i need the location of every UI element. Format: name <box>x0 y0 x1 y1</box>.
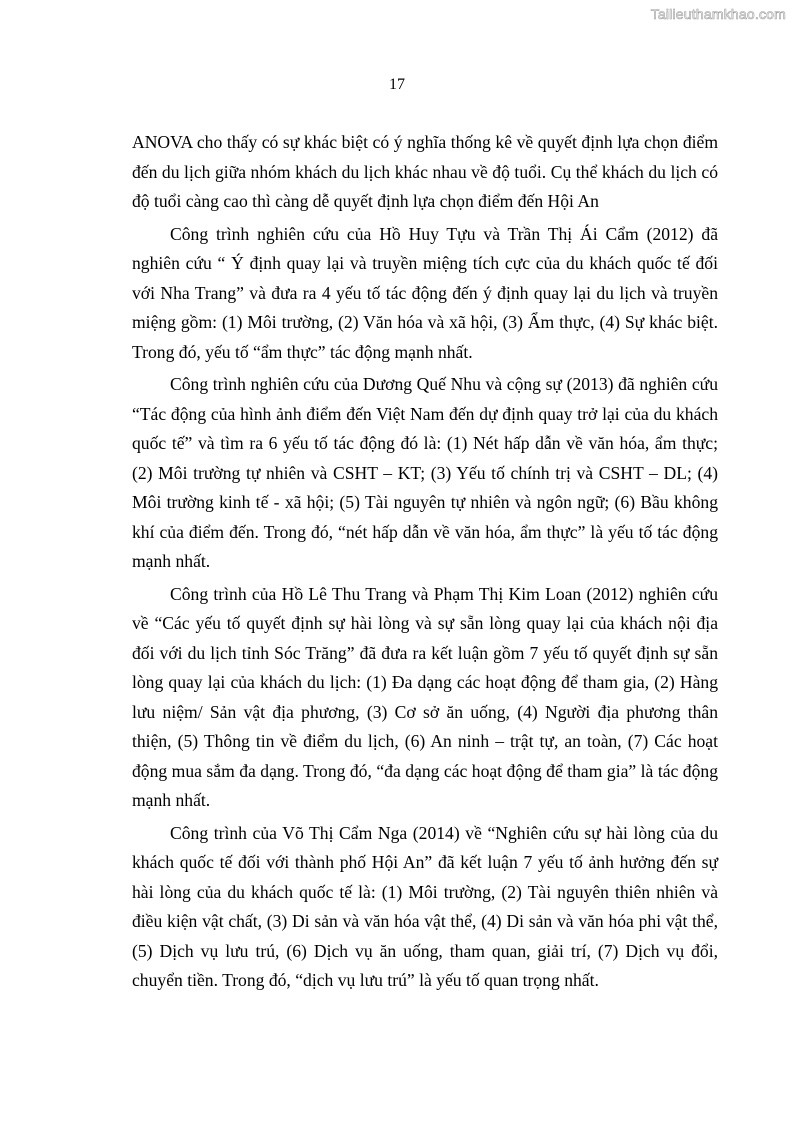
watermark: Tailieuthamkhao.com <box>650 6 786 22</box>
paragraph-vo-thi-cam-nga: Công trình của Võ Thị Cẩm Nga (2014) về “Nghiên cứu sự hài lòng của du khách quốc tế đối với thành phố Hội An” đã kết luận 7 yếu tố ảnh hưởng đến sự hài lòng của du khách quốc tế là: (1) Môi trường, (2) Tài nguyên thiên nhiên và điều kiện vật chất, (3) Di sản và văn hóa vật thể, (4) Di sản và văn hóa phi vật thể, (5) Dịch vụ lưu trú, (6) Dịch vụ ăn uống, tham quan, giải trí, (7) Dịch vụ đổi, chuyển tiền. Trong đó, “dịch vụ lưu trú” là yếu tố quan trọng nhất. <box>132 822 718 990</box>
paragraph-ho-le-thu-trang: Công trình của Hồ Lê Thu Trang và Phạm Thị Kim Loan (2012) nghiên cứu về “Các yếu tố quyết định sự hài lòng và sự sẵn lòng quay lại của khách nội địa đối với du lịch tỉnh Sóc Trăng” đã đưa ra kết luận gồm 7 yếu tố quyết định sự sẵn lòng quay lại của khách du lịch: (1) Đa dạng các hoạt động để tham gia, (2) Hàng lưu niệm/ Sản vật địa phương, (3) Cơ sở ăn uống, (4) Người địa phương thân thiện, (5) Thông tin về điểm du lịch, (6) An ninh – trật tự, an toàn, (7) Các hoạt động mua sắm đa dạng. Trong đó, “đa dạng các hoạt động để tham gia” là tác động mạnh nhất. <box>132 583 718 810</box>
document-body <box>132 128 718 999</box>
page-number: 17 <box>389 76 405 93</box>
paragraph-anova-continuation: ANOVA cho thấy có sự khác biệt có ý nghĩa thống kê về quyết định lựa chọn điểm đến du lịch giữa nhóm khách du lịch khác nhau về độ tuổi. Cụ thể khách du lịch có độ tuổi càng cao thì càng dễ quyết định lựa chọn điểm đến Hội An <box>132 132 718 211</box>
paragraph-ho-huy-tuu: Công trình nghiên cứu của Hồ Huy Tựu và Trần Thị Ái Cẩm (2012) đã nghiên cứu “ Ý định quay lại và truyền miệng tích cực của du khách quốc tế đối với Nha Trang” và đưa ra 4 yếu tố tác động đến ý định quay lại du lịch và truyền miệng gồm: (1) Môi trường, (2) Văn hóa và xã hội, (3) Ẩm thực, (4) Sự khác biệt. Trong đó, yếu tố “ẩm thực” tác động mạnh nhất. <box>132 223 718 362</box>
paragraph-duong-que-nhu: Công trình nghiên cứu của Dương Quế Nhu và cộng sự (2013) đã nghiên cứu “Tác động của hình ảnh điểm đến Việt Nam đến dự định quay trở lại của du khách quốc tế” và tìm ra 6 yếu tố tác động đó là: (1) Nét hấp dẫn về văn hóa, ẩm thực; (2) Môi trường tự nhiên và CSHT – KT; (3) Yếu tố chính trị và CSHT – DL; (4) Môi trường kinh tế - xã hội; (5) Tài nguyên tự nhiên và ngôn ngữ; (6) Bầu không khí của điểm đến. Trong đó, “nét hấp dẫn về văn hóa, ẩm thực” là yếu tố tác động mạnh nhất. <box>132 374 718 571</box>
